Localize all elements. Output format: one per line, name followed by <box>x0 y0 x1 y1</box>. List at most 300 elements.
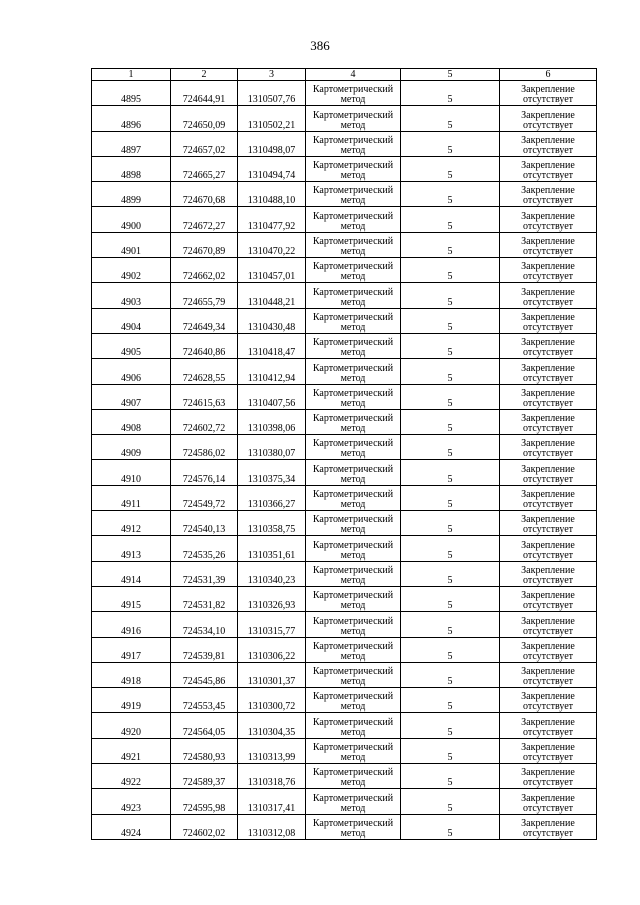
coordinate-y: 1310418,47 <box>238 333 306 358</box>
coordinate-x: 724649,34 <box>171 308 238 333</box>
fixation-line-2: отсутствует <box>522 220 574 232</box>
coordinate-x: 724535,26 <box>171 536 238 561</box>
point-number: 4896 <box>92 106 171 131</box>
coordinate-y: 1310366,27 <box>238 485 306 510</box>
coordinate-x: 724655,79 <box>171 283 238 308</box>
table-row <box>92 258 597 283</box>
fixation-line-1: Закрепление <box>521 109 575 121</box>
method-cell <box>306 536 401 561</box>
accuracy-cell: 5 <box>401 308 500 333</box>
method-line-1: Картометрический <box>312 286 394 298</box>
method-line-2: метод <box>340 448 366 460</box>
fixation-line-2: отсутствует <box>522 802 574 814</box>
coordinate-x: 724595,98 <box>171 789 238 814</box>
fixation-line-2: отсутствует <box>522 650 574 662</box>
method-line-2: метод <box>340 499 366 511</box>
table-row <box>92 814 597 839</box>
fixation-cell <box>500 485 597 510</box>
method-line-2: метод <box>340 676 366 688</box>
method-line-1: Картометрический <box>312 792 394 804</box>
method-line-1: Картометрический <box>312 691 394 703</box>
method-cell <box>306 156 401 181</box>
fixation-cell <box>500 409 597 434</box>
fixation-line-1: Закрепление <box>521 767 575 779</box>
method-cell <box>306 81 401 106</box>
coordinate-y: 1310315,77 <box>238 612 306 637</box>
table-row <box>92 688 597 713</box>
fixation-cell <box>500 713 597 738</box>
coordinate-x: 724602,02 <box>171 814 238 839</box>
fixation-cell <box>500 789 597 814</box>
accuracy-cell: 5 <box>401 232 500 257</box>
coordinate-x: 724531,82 <box>171 586 238 611</box>
fixation-line-1: Закрепление <box>521 666 575 678</box>
coordinate-y: 1310312,08 <box>238 814 306 839</box>
fixation-cell <box>500 81 597 106</box>
fixation-cell <box>500 182 597 207</box>
coordinate-y: 1310430,48 <box>238 308 306 333</box>
coordinate-x: 724602,72 <box>171 409 238 434</box>
fixation-cell <box>500 435 597 460</box>
fixation-cell <box>500 283 597 308</box>
coordinate-y: 1310448,21 <box>238 283 306 308</box>
fixation-line-1: Закрепление <box>521 590 575 602</box>
coordinate-y: 1310317,41 <box>238 789 306 814</box>
fixation-line-1: Закрепление <box>521 160 575 172</box>
table-row <box>92 460 597 485</box>
coordinate-y: 1310457,01 <box>238 258 306 283</box>
table-row <box>92 713 597 738</box>
method-line-2: метод <box>340 119 366 131</box>
method-cell <box>306 561 401 586</box>
point-number: 4909 <box>92 435 171 460</box>
coordinate-y: 1310498,07 <box>238 131 306 156</box>
table-row <box>92 232 597 257</box>
table-row <box>92 207 597 232</box>
method-line-1: Картометрический <box>312 640 394 652</box>
accuracy-cell: 5 <box>401 536 500 561</box>
fixation-line-1: Закрепление <box>521 337 575 349</box>
fixation-line-1: Закрепление <box>521 185 575 197</box>
method-cell <box>306 586 401 611</box>
coordinate-x: 724549,72 <box>171 485 238 510</box>
coordinate-x: 724644,91 <box>171 81 238 106</box>
method-line-2: метод <box>340 574 366 586</box>
method-cell <box>306 612 401 637</box>
page-number: 386 <box>310 38 330 53</box>
method-line-1: Картометрический <box>312 160 394 172</box>
column-header-4: 4 <box>306 69 401 81</box>
fixation-line-2: отсутствует <box>522 423 574 435</box>
method-cell <box>306 460 401 485</box>
coordinate-x: 724589,37 <box>171 764 238 789</box>
fixation-line-1: Закрепление <box>521 742 575 754</box>
method-line-1: Картометрический <box>312 134 394 146</box>
coordinate-x: 724553,45 <box>171 688 238 713</box>
method-line-2: метод <box>340 473 366 485</box>
coordinate-y: 1310380,07 <box>238 435 306 460</box>
coordinates-table <box>91 68 597 840</box>
method-line-1: Картометрический <box>312 817 394 829</box>
method-line-2: метод <box>340 625 366 637</box>
method-cell <box>306 814 401 839</box>
accuracy-cell: 5 <box>401 713 500 738</box>
table-row <box>92 131 597 156</box>
method-line-2: метод <box>340 650 366 662</box>
fixation-line-1: Закрепление <box>521 463 575 475</box>
accuracy-cell: 5 <box>401 460 500 485</box>
accuracy-cell: 5 <box>401 511 500 536</box>
fixation-line-2: отсутствует <box>522 271 574 283</box>
coordinate-y: 1310313,99 <box>238 738 306 763</box>
coordinate-y: 1310407,56 <box>238 384 306 409</box>
point-number: 4911 <box>92 485 171 510</box>
method-cell <box>306 764 401 789</box>
table-row <box>92 435 597 460</box>
fixation-line-1: Закрепление <box>521 489 575 501</box>
coordinate-y: 1310300,72 <box>238 688 306 713</box>
coordinate-x: 724672,27 <box>171 207 238 232</box>
method-line-1: Картометрический <box>312 236 394 248</box>
accuracy-cell: 5 <box>401 764 500 789</box>
table-row <box>92 359 597 384</box>
coordinate-x: 724545,86 <box>171 662 238 687</box>
column-header-3: 3 <box>238 69 306 81</box>
method-line-2: метод <box>340 372 366 384</box>
fixation-line-1: Закрепление <box>521 615 575 627</box>
coordinate-y: 1310301,37 <box>238 662 306 687</box>
fixation-line-2: отсутствует <box>522 574 574 586</box>
column-header-6: 6 <box>500 69 597 81</box>
coordinate-x: 724564,05 <box>171 713 238 738</box>
table-row <box>92 106 597 131</box>
fixation-line-2: отсутствует <box>522 448 574 460</box>
method-line-2: метод <box>340 549 366 561</box>
method-cell <box>306 713 401 738</box>
point-number: 4920 <box>92 713 171 738</box>
fixation-cell <box>500 511 597 536</box>
point-number: 4895 <box>92 81 171 106</box>
fixation-line-1: Закрепление <box>521 564 575 576</box>
point-number: 4915 <box>92 586 171 611</box>
point-number: 4917 <box>92 637 171 662</box>
fixation-cell <box>500 586 597 611</box>
accuracy-cell: 5 <box>401 435 500 460</box>
method-cell <box>306 662 401 687</box>
fixation-line-1: Закрепление <box>521 792 575 804</box>
method-line-2: метод <box>340 195 366 207</box>
coordinate-y: 1310502,21 <box>238 106 306 131</box>
coordinate-x: 724576,14 <box>171 460 238 485</box>
accuracy-cell: 5 <box>401 586 500 611</box>
method-line-1: Картометрический <box>312 514 394 526</box>
fixation-cell <box>500 460 597 485</box>
method-line-1: Картометрический <box>312 261 394 273</box>
point-number: 4903 <box>92 283 171 308</box>
coordinate-y: 1310326,93 <box>238 586 306 611</box>
fixation-cell <box>500 258 597 283</box>
method-line-1: Картометрический <box>312 564 394 576</box>
point-number: 4923 <box>92 789 171 814</box>
point-number: 4910 <box>92 460 171 485</box>
coordinate-x: 724531,39 <box>171 561 238 586</box>
table-row <box>92 156 597 181</box>
fixation-cell <box>500 333 597 358</box>
point-number: 4912 <box>92 511 171 536</box>
fixation-line-2: отсутствует <box>522 701 574 713</box>
method-line-2: метод <box>340 726 366 738</box>
method-line-2: метод <box>340 271 366 283</box>
coordinate-x: 724657,02 <box>171 131 238 156</box>
method-line-2: метод <box>340 246 366 258</box>
fixation-line-2: отсутствует <box>522 600 574 612</box>
fixation-line-1: Закрепление <box>521 716 575 728</box>
method-line-2: метод <box>340 397 366 409</box>
fixation-line-2: отсутствует <box>522 397 574 409</box>
point-number: 4908 <box>92 409 171 434</box>
method-line-2: метод <box>340 144 366 156</box>
point-number: 4902 <box>92 258 171 283</box>
point-number: 4922 <box>92 764 171 789</box>
fixation-line-1: Закрепление <box>521 236 575 248</box>
fixation-line-2: отсутствует <box>522 144 574 156</box>
accuracy-cell: 5 <box>401 283 500 308</box>
fixation-cell <box>500 612 597 637</box>
fixation-cell <box>500 688 597 713</box>
coordinate-x: 724539,81 <box>171 637 238 662</box>
accuracy-cell: 5 <box>401 409 500 434</box>
fixation-cell <box>500 131 597 156</box>
coordinate-x: 724534,10 <box>171 612 238 637</box>
method-cell <box>306 637 401 662</box>
coordinate-x: 724665,27 <box>171 156 238 181</box>
method-line-1: Картометрический <box>312 387 394 399</box>
accuracy-cell: 5 <box>401 814 500 839</box>
coordinate-x: 724650,09 <box>171 106 238 131</box>
fixation-line-2: отсутствует <box>522 296 574 308</box>
column-header-5: 5 <box>401 69 500 81</box>
coordinate-x: 724640,86 <box>171 333 238 358</box>
accuracy-cell: 5 <box>401 637 500 662</box>
table-row <box>92 384 597 409</box>
method-cell <box>306 182 401 207</box>
fixation-line-1: Закрепление <box>521 134 575 146</box>
point-number: 4897 <box>92 131 171 156</box>
fixation-line-2: отсутствует <box>522 473 574 485</box>
method-line-1: Картометрический <box>312 539 394 551</box>
method-cell <box>306 688 401 713</box>
fixation-line-2: отсутствует <box>522 246 574 258</box>
fixation-cell <box>500 814 597 839</box>
coordinate-y: 1310488,10 <box>238 182 306 207</box>
fixation-cell <box>500 536 597 561</box>
accuracy-cell: 5 <box>401 333 500 358</box>
fixation-line-2: отсутствует <box>522 625 574 637</box>
accuracy-cell: 5 <box>401 258 500 283</box>
point-number: 4904 <box>92 308 171 333</box>
method-cell <box>306 131 401 156</box>
table-row <box>92 612 597 637</box>
coordinate-x: 724662,02 <box>171 258 238 283</box>
accuracy-cell: 5 <box>401 359 500 384</box>
fixation-line-1: Закрепление <box>521 210 575 222</box>
coordinate-y: 1310306,22 <box>238 637 306 662</box>
method-line-2: метод <box>340 347 366 359</box>
method-line-1: Картометрический <box>312 615 394 627</box>
fixation-cell <box>500 359 597 384</box>
point-number: 4916 <box>92 612 171 637</box>
table-row <box>92 561 597 586</box>
fixation-line-1: Закрепление <box>521 413 575 425</box>
fixation-line-1: Закрепление <box>521 514 575 526</box>
fixation-line-2: отсутствует <box>522 170 574 182</box>
accuracy-cell: 5 <box>401 662 500 687</box>
point-number: 4907 <box>92 384 171 409</box>
point-number: 4901 <box>92 232 171 257</box>
fixation-line-2: отсутствует <box>522 347 574 359</box>
table-row <box>92 409 597 434</box>
fixation-line-2: отсутствует <box>522 752 574 764</box>
method-cell <box>306 333 401 358</box>
accuracy-cell: 5 <box>401 485 500 510</box>
method-cell <box>306 359 401 384</box>
method-line-1: Картометрический <box>312 185 394 197</box>
accuracy-cell: 5 <box>401 612 500 637</box>
coordinate-x: 724670,68 <box>171 182 238 207</box>
coordinate-x: 724586,02 <box>171 435 238 460</box>
coordinate-x: 724628,55 <box>171 359 238 384</box>
method-line-2: метод <box>340 170 366 182</box>
method-line-2: метод <box>340 701 366 713</box>
table-row <box>92 637 597 662</box>
method-line-1: Картометрический <box>312 413 394 425</box>
table-row <box>92 511 597 536</box>
fixation-line-2: отсутствует <box>522 372 574 384</box>
point-number: 4898 <box>92 156 171 181</box>
point-number: 4924 <box>92 814 171 839</box>
accuracy-cell: 5 <box>401 688 500 713</box>
coordinate-y: 1310398,06 <box>238 409 306 434</box>
coordinate-y: 1310470,22 <box>238 232 306 257</box>
fixation-line-1: Закрепление <box>521 84 575 96</box>
table-row <box>92 182 597 207</box>
accuracy-cell: 5 <box>401 156 500 181</box>
fixation-line-1: Закрепление <box>521 640 575 652</box>
point-number: 4914 <box>92 561 171 586</box>
method-line-2: метод <box>340 777 366 789</box>
method-line-1: Картометрический <box>312 109 394 121</box>
fixation-cell <box>500 738 597 763</box>
accuracy-cell: 5 <box>401 182 500 207</box>
table-row <box>92 283 597 308</box>
method-line-1: Картометрический <box>312 210 394 222</box>
coordinate-x: 724670,89 <box>171 232 238 257</box>
method-line-2: метод <box>340 827 366 839</box>
fixation-line-2: отсутствует <box>522 676 574 688</box>
accuracy-cell: 5 <box>401 81 500 106</box>
accuracy-cell: 5 <box>401 789 500 814</box>
method-line-2: метод <box>340 423 366 435</box>
fixation-cell <box>500 207 597 232</box>
method-line-2: метод <box>340 296 366 308</box>
fixation-cell <box>500 384 597 409</box>
fixation-line-1: Закрепление <box>521 817 575 829</box>
method-line-1: Картометрический <box>312 666 394 678</box>
table-row <box>92 308 597 333</box>
coordinate-y: 1310412,94 <box>238 359 306 384</box>
point-number: 4913 <box>92 536 171 561</box>
coordinate-y: 1310304,35 <box>238 713 306 738</box>
table-row <box>92 738 597 763</box>
fixation-line-2: отсутствует <box>522 827 574 839</box>
table-row <box>92 81 597 106</box>
accuracy-cell: 5 <box>401 738 500 763</box>
method-line-1: Картометрический <box>312 489 394 501</box>
fixation-line-1: Закрепление <box>521 387 575 399</box>
fixation-cell <box>500 764 597 789</box>
table-row <box>92 662 597 687</box>
coordinate-y: 1310351,61 <box>238 536 306 561</box>
column-header-1: 1 <box>92 69 171 81</box>
fixation-cell <box>500 637 597 662</box>
table-row <box>92 536 597 561</box>
coordinate-y: 1310358,75 <box>238 511 306 536</box>
fixation-line-2: отсутствует <box>522 321 574 333</box>
fixation-cell <box>500 106 597 131</box>
fixation-line-1: Закрепление <box>521 261 575 273</box>
table-row <box>92 485 597 510</box>
fixation-cell <box>500 308 597 333</box>
method-line-2: метод <box>340 524 366 536</box>
fixation-cell <box>500 561 597 586</box>
point-number: 4918 <box>92 662 171 687</box>
fixation-line-2: отсутствует <box>522 524 574 536</box>
column-header-2: 2 <box>171 69 238 81</box>
table-body <box>92 81 597 840</box>
fixation-line-2: отсутствует <box>522 499 574 511</box>
table-row <box>92 586 597 611</box>
fixation-cell <box>500 156 597 181</box>
accuracy-cell: 5 <box>401 561 500 586</box>
fixation-line-2: отсутствует <box>522 777 574 789</box>
method-line-1: Картометрический <box>312 337 394 349</box>
fixation-cell <box>500 662 597 687</box>
method-cell <box>306 232 401 257</box>
accuracy-cell: 5 <box>401 131 500 156</box>
method-line-2: метод <box>340 321 366 333</box>
method-line-1: Картометрический <box>312 463 394 475</box>
coordinate-y: 1310318,76 <box>238 764 306 789</box>
accuracy-cell: 5 <box>401 106 500 131</box>
coordinate-y: 1310507,76 <box>238 81 306 106</box>
point-number: 4919 <box>92 688 171 713</box>
method-line-1: Картометрический <box>312 84 394 96</box>
coordinate-x: 724615,63 <box>171 384 238 409</box>
header-row <box>92 69 597 81</box>
fixation-line-2: отсутствует <box>522 549 574 561</box>
fixation-line-1: Закрепление <box>521 362 575 374</box>
method-line-1: Картометрический <box>312 590 394 602</box>
method-cell <box>306 283 401 308</box>
method-cell <box>306 485 401 510</box>
fixation-line-2: отсутствует <box>522 94 574 106</box>
method-cell <box>306 308 401 333</box>
coordinate-x: 724580,93 <box>171 738 238 763</box>
table-row <box>92 764 597 789</box>
method-cell <box>306 789 401 814</box>
fixation-line-1: Закрепление <box>521 311 575 323</box>
fixation-line-1: Закрепление <box>521 286 575 298</box>
